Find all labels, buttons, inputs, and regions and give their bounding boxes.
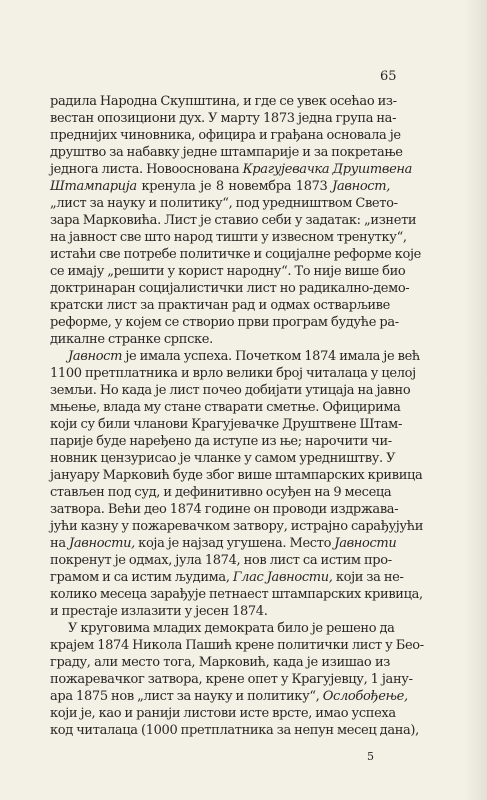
text-line: [50, 195, 398, 212]
body-text: У круговима младих демократа било је решено да: [68, 621, 395, 636]
body-text: и престаје излазити у јесен 1874.: [50, 604, 268, 619]
body-text: 1100 претплатника и врло велики број читалаца у целој: [50, 366, 416, 381]
text-line: [50, 144, 403, 161]
text-line: [50, 416, 402, 433]
text-line: [50, 110, 397, 127]
body-text: истаћи све потребе политичке и социјалне реформе које: [50, 247, 422, 262]
body-text: преднијих чиновника, официра и грађана основала је: [50, 128, 401, 143]
body-text: затвора. Већи део 1874 године он проводи издржава-: [50, 502, 399, 517]
text-line: [50, 433, 390, 450]
italic-title-text: Јавност,: [332, 179, 390, 194]
body-text: је имала успеха. Почетком 1874 имала је већ: [122, 349, 420, 364]
text-line: [50, 586, 423, 603]
text-line: [50, 161, 413, 178]
text-line: [50, 603, 390, 620]
text-line: [50, 467, 423, 484]
text-line: [50, 399, 401, 416]
text-line: [50, 637, 424, 654]
text-line: [50, 484, 390, 501]
text-line: [50, 620, 395, 637]
body-text: покренут је одмах, јула 1874, нов лист са истим про-: [50, 553, 392, 568]
text-line: [50, 263, 406, 280]
body-text: стављен под суд, и дефинитивно осуђен на 9 месеца: [50, 485, 392, 500]
text-line: [50, 450, 396, 467]
text-line: [50, 552, 390, 569]
body-text: ара 1875 нов „лист за науку и политику“,: [50, 689, 323, 704]
body-text: грамом и са истим људима,: [50, 570, 233, 585]
text-line: [50, 178, 390, 195]
text-line: [50, 501, 399, 518]
body-text: парије буде наређено да иступе из ње; нарочити чи-: [50, 434, 392, 449]
body-text: који су били чланови Крагујевачке Друштвене Штам-: [50, 417, 402, 432]
body-text: реформе, у којем се створио први програм будуће ра-: [50, 315, 399, 330]
text-line: [50, 212, 417, 229]
text-line: [50, 331, 390, 348]
text-line: [50, 688, 408, 705]
body-text: крајем 1874 Никола Пашић крене политички лист у Бео-: [50, 638, 424, 653]
text-line: [50, 518, 424, 535]
text-line: [50, 348, 420, 365]
text-line: [50, 535, 397, 552]
text-line: [50, 314, 399, 331]
body-text: се имају „решити у корист народну“. То није више био: [50, 264, 406, 279]
body-text: који за не-: [332, 570, 404, 585]
text-line: [50, 246, 422, 263]
body-text: јући казну у пожаревачком затвору, истрајно сарађујући: [50, 519, 424, 534]
text-line: [50, 229, 407, 246]
body-text: „лист за науку и политику“, под уредништвом Свето-: [50, 196, 398, 211]
text-line: [50, 654, 390, 671]
text-line: [50, 671, 413, 688]
text-line: [50, 127, 401, 144]
body-text: радила Народна Скупштина, и где се увек осећао из-: [50, 94, 397, 109]
text-block: [50, 93, 424, 739]
body-text: који је, као и ранији листови исте врсте, имао успеха: [50, 706, 396, 721]
body-text: пожаревачког затвора, крене опет у Крагујевцу, 1 јану-: [50, 672, 413, 687]
body-text: која је најзад угушена. Место: [134, 536, 335, 551]
text-line: [50, 297, 390, 314]
text-line: [50, 365, 416, 382]
text-line: [50, 705, 396, 722]
body-text: зара Марковића. Лист је ставио себи у задатак: „изнети: [50, 213, 417, 228]
body-text: друштво за набавку једне штампарије и за покретање: [50, 145, 403, 160]
body-text: код читалаца (1000 претплатника за непун месец дана),: [50, 723, 419, 738]
italic-title-text: Јавности: [334, 536, 397, 551]
body-text: јануару Марковић буде због више штампарских кривица: [50, 468, 423, 483]
signature-mark: 5: [367, 750, 374, 763]
body-text: кренула је 8 новембра 1873: [136, 179, 333, 194]
italic-title-text: Глас Јавности,: [232, 570, 333, 585]
body-text: мњење, влада му стане стварати сметње. Официрима: [50, 400, 401, 415]
text-line: [50, 382, 411, 399]
text-line: [50, 569, 404, 586]
italic-title-text: Ослобођење,: [322, 689, 408, 704]
body-text: граду, али место тога, Марковић, када је изишао из: [50, 655, 390, 670]
text-line: [50, 280, 410, 297]
body-text: на јавност све што народ тишти у извесном тренутку“,: [50, 230, 407, 245]
body-text: дикалне странке српске.: [50, 332, 213, 347]
page-edge-shadow: [465, 0, 487, 800]
italic-title-text: Јавности,: [69, 536, 135, 551]
body-text: вестан опозициони дух. У марту 1873 једна група на-: [50, 111, 397, 126]
text-line: [50, 722, 419, 739]
body-text: једнога листа. Новооснована: [50, 162, 243, 177]
text-line: [50, 93, 397, 110]
italic-title-text: Јавност: [68, 349, 123, 364]
body-text: кратски лист за практичан рад и одмах остварљиве: [50, 298, 390, 313]
body-text: доктринаран социјалистички лист но радикално-демо-: [50, 281, 410, 296]
italic-title-text: Крагујевачка Друштвена: [242, 162, 413, 177]
body-text: новник цензурисао је чланке у самом уредништву. У: [50, 451, 396, 466]
body-text: земљи. Но када је лист почео добијати утицаја на јавно: [50, 383, 411, 398]
body-text: на: [50, 536, 69, 551]
italic-title-text: Штампарија: [50, 179, 137, 194]
body-text: колико месеца зарађује петнаест штампарских кривица,: [50, 587, 423, 602]
page-number: 65: [380, 69, 397, 84]
